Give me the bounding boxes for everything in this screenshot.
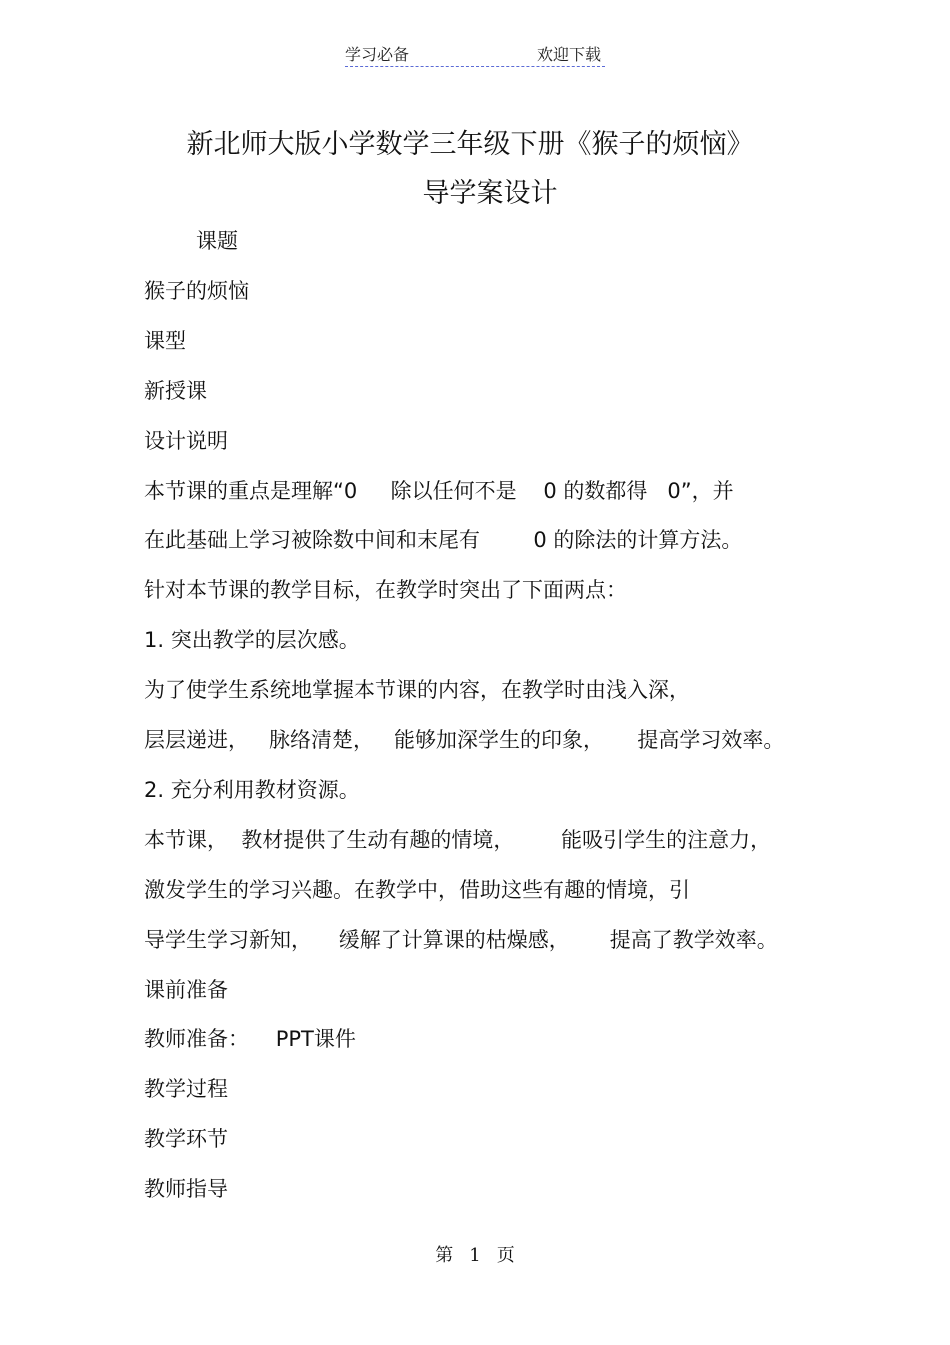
teacher-preparation-line: 教师准备： PPT课件 — [144, 1027, 356, 1051]
label-lesson-type: 课型 — [144, 329, 186, 353]
document-title-line-2: 导学案设计 — [422, 178, 558, 209]
page-number: 1 — [469, 1245, 481, 1266]
header-left-text: 学习必备 — [345, 45, 410, 64]
document-title-line-1: 新北师大版小学数学三年级下册《猴子的烦恼》 — [186, 129, 754, 160]
label-design-notes: 设计说明 — [144, 429, 228, 453]
point-2-heading: 2. 充分利用教材资源。 — [144, 778, 360, 802]
lesson-type-value: 新授课 — [144, 379, 207, 403]
lesson-topic-value: 猴子的烦恼 — [144, 279, 249, 303]
design-notes-paragraph-line: 针对本节课的教学目标，在教学时突出了下面两点： — [144, 578, 627, 602]
label-teaching-step: 教学环节 — [144, 1127, 228, 1151]
design-notes-paragraph-line: 本节课的重点是理解“0 除以任何不是 0 的数都得 0”，并 — [144, 479, 734, 503]
design-notes-paragraph-line: 在此基础上学习被除数中间和末尾有 0 的除法的计算方法。 — [144, 528, 743, 552]
point-2-paragraph-line: 激发学生的学习兴趣。在教学中，借助这些有趣的情境，引 — [144, 878, 690, 902]
label-preparation: 课前准备 — [144, 978, 228, 1002]
point-1-paragraph-line: 层层递进， 脉络清楚， 能够加深学生的印象， 提高学习效率。 — [144, 728, 785, 752]
point-2-paragraph-line: 导学生学习新知， 缓解了计算课的枯燥感， 提高了教学效率。 — [144, 928, 778, 952]
page-footer — [0, 1241, 950, 1267]
header-right-text: 欢迎下载 — [536, 45, 601, 64]
label-lesson-topic: 课题 — [196, 229, 238, 253]
point-1-paragraph-line: 为了使学生系统地掌握本节课的内容，在教学时由浅入深， — [144, 678, 690, 702]
label-teacher-guidance: 教师指导 — [144, 1177, 228, 1201]
label-teaching-process: 教学过程 — [144, 1077, 228, 1101]
footer-suffix: 页 — [496, 1245, 515, 1266]
point-2-paragraph-line: 本节课， 教材提供了生动有趣的情境， 能吸引学生的注意力， — [144, 828, 772, 852]
point-1-heading: 1. 突出教学的层次感。 — [144, 628, 360, 652]
page-header — [345, 40, 605, 67]
footer-prefix: 第 — [435, 1245, 454, 1266]
